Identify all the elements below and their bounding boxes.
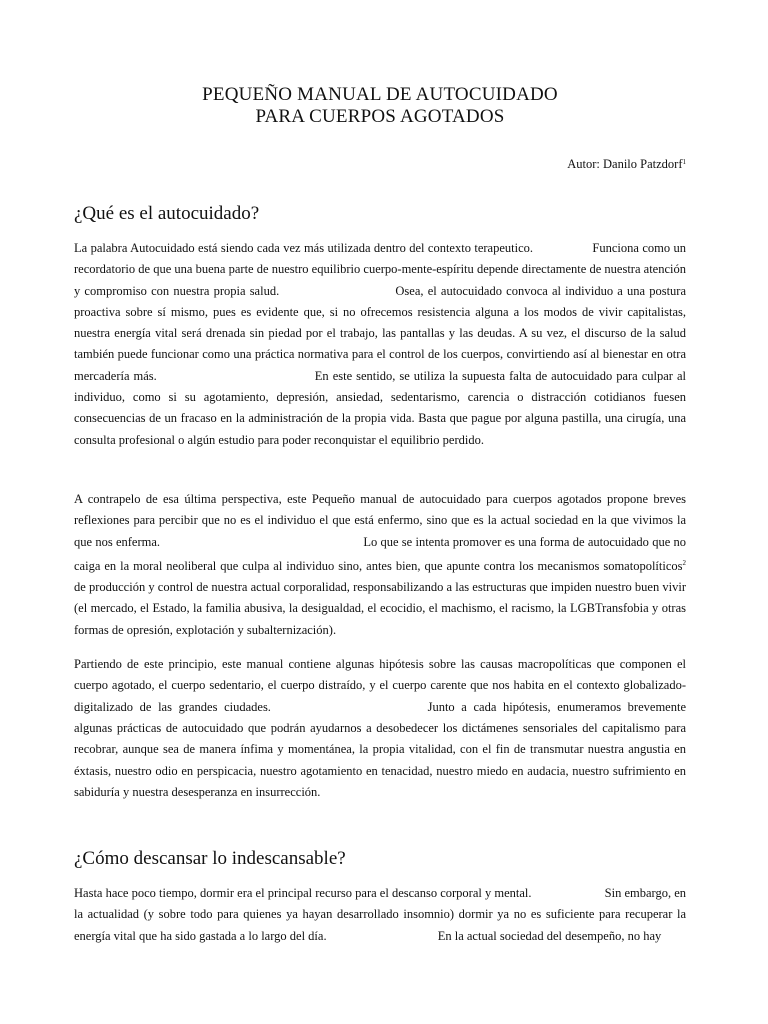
footnote-marker[interactable]: 2 bbox=[682, 558, 686, 567]
sentence: Osea, el autocuidado convoca al individuo a una postura proactiva sobre sí mismo, pues es evidente que, si no ofrecemos resistencia alguna a los modos de vivir capitalistas, nuestra energía vital será drenada sin piedad por el trabajo, las pantallas y las deudas. A su vez, el discurso de la salud también puede funcionar como una práctica normativa para el control de los cuerpos, convirtiendo así al bienestar en otra mercadería más. bbox=[74, 283, 687, 383]
author-name: Autor: Danilo Patzdorf bbox=[567, 157, 683, 171]
sentence: A contrapelo de esa última perspectiva, este Pequeño manual de autocuidado para cuerpos agotados propone breves reflexiones para percibir que no es el individuo el que está enfermo, sino que es la actual sociedad en la que vivimos la que nos enferma. bbox=[74, 491, 686, 549]
title-line-1: PEQUEÑO MANUAL DE AUTOCUIDADO bbox=[202, 84, 558, 105]
sentence: Junto a cada hipótesis, enumeramos brevemente algunas prácticas de autocuidado que podrán ayudarnos a desobedecer los dictámenes sensoriales del capitalismo para recobrar, aunque sea de manera ínfima y momentánea, la propia vitalidad, con el fin de transmutar nuestra angustia en éxtasis, nuestro odio en perspicacia, nuestro agotamiento en tenacidad, nuestro miedo en audacia, nuestro sufrimiento en sabiduría y nuestra desesperanza en insurrección. bbox=[74, 699, 686, 799]
document-title bbox=[74, 84, 686, 128]
sentence: Sin embargo, en la actualidad (y sobre todo para quienes ya hayan desarrollado insomnio) dormir ya no es suficiente para recuperar la energía vital que ha sido gastada a lo largo del día. bbox=[74, 886, 687, 943]
sentence: Funciona como un recordatorio de que una buena parte de nuestro equilibrio cuerpo-mente-espíritu depende directamente de nuestra atención y compromiso con nuestra propia salud. bbox=[74, 241, 686, 298]
paragraph bbox=[74, 654, 686, 803]
section-heading-descansar: ¿Cómo descansar lo indescansable? bbox=[74, 848, 346, 870]
sentence: Lo que se intenta promover es una forma de autocuidado que no caiga en la moral neoliberal que culpa al individuo sino, antes bien, que apunte contra los mecanismos somatopolíticos bbox=[74, 534, 687, 573]
sentence: Partiendo de este principio, este manual contiene algunas hipótesis sobre las causas macropolíticas que componen el cuerpo agotado, el cuerpo sedentario, el cuerpo distraído, y el cuerpo carente que nos habita en el contexto globalizado-digitalizado de las grandes ciudades. bbox=[74, 657, 686, 714]
author-line bbox=[74, 154, 686, 172]
paragraph bbox=[74, 489, 686, 641]
author-footnote-marker[interactable]: 1 bbox=[682, 158, 686, 166]
paragraph bbox=[74, 238, 686, 451]
paragraph bbox=[74, 883, 686, 947]
sentence: En este sentido, se utiliza la supuesta falta de autocuidado para culpar al individuo, como si su agotamiento, depresión, ansiedad, sedentarismo, carencia o distracción cotidianos fuesen consecuencias de un fracaso en la administración de la propia vida. Basta que pague por alguna pastilla, una cirugía, una consulta profesional o algún estudio para poder reconquistar el equilibrio perdido. bbox=[74, 368, 686, 447]
section-heading-autocuidado: ¿Qué es el autocuidado? bbox=[74, 203, 260, 224]
sentence: En la actual sociedad del desempeño, no hay bbox=[437, 928, 662, 943]
title-line-2: PARA CUERPOS AGOTADOS bbox=[255, 106, 505, 127]
sentence: de producción y control de nuestra actual corporalidad, responsabilizando a las estructuras que impiden nuestro buen vivir (el mercado, el Estado, la familia abusiva, la desigualdad, el ecocidio, el machismo, el racismo, la LGBTransfobia y otras formas de opresión, explotación y subalternización). bbox=[74, 580, 686, 637]
sentence: Hasta hace poco tiempo, dormir era el principal recurso para el descanso corporal y mental. bbox=[74, 886, 532, 901]
document-page bbox=[74, 0, 686, 947]
sentence: La palabra Autocuidado está siendo cada vez más utilizada dentro del contexto terapeutico. bbox=[74, 241, 533, 255]
